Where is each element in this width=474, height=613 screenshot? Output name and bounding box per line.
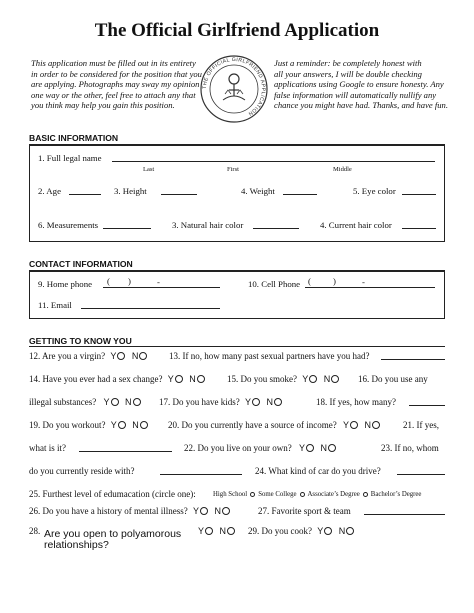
section-divider: [29, 346, 445, 347]
contact-info-heading: CONTACT INFORMATION: [29, 259, 133, 269]
yes-radio[interactable]: [118, 421, 126, 429]
intro-left-line: This application must be filled out in its entirety: [31, 58, 196, 68]
yes-label: Y: [245, 397, 252, 407]
full-name-label: 1. Full legal name: [38, 153, 102, 163]
yes-radio[interactable]: [252, 398, 260, 406]
home-phone-label: 9. Home phone: [38, 279, 92, 289]
weight-label: 4. Weight: [241, 186, 275, 196]
no-label: N: [132, 420, 139, 430]
question-14-label: 14. Have you ever had a sex change?: [29, 374, 163, 384]
option-bullet: [300, 492, 305, 497]
question-13-field[interactable]: [381, 350, 445, 360]
yes-label: Y: [110, 351, 117, 361]
current-hair-field[interactable]: [402, 219, 436, 229]
question-17-label: 17. Do you have kids?: [159, 397, 240, 407]
question-14: [29, 374, 206, 384]
measurements-label: 6. Measurements: [38, 220, 99, 230]
yes-radio[interactable]: [117, 352, 125, 360]
email-label: 11. Email: [38, 300, 72, 310]
no-radio[interactable]: [197, 375, 205, 383]
middle-name-caption: Middle: [333, 166, 352, 173]
yes-no-choice: [103, 397, 141, 407]
option-bullet: [363, 492, 368, 497]
no-radio[interactable]: [227, 527, 235, 535]
height-field[interactable]: [161, 185, 197, 195]
question-27-label: 27. Favorite sport & team: [258, 506, 351, 516]
education-option[interactable]: Bachelor’s Degree: [370, 491, 422, 498]
intro-right: [274, 58, 448, 111]
natural-hair-field[interactable]: [253, 219, 299, 229]
intro-left-line: in order to be considered for the position that you: [31, 68, 202, 79]
last-name-caption: Last: [143, 166, 155, 173]
question-16-label-continued: illegal substances?: [29, 397, 97, 407]
question-21-label-continued: what is it?: [29, 443, 66, 453]
question-20-label: 20. Do you currently have a source of income?: [168, 420, 337, 430]
getting-to-know-heading: GETTING TO KNOW YOU: [29, 336, 132, 346]
no-label: N: [323, 374, 331, 384]
yes-no-choice: [245, 397, 283, 407]
yes-no-choice: [110, 351, 148, 361]
no-radio[interactable]: [139, 352, 147, 360]
question-13-label: 13. If no, how many past sexual partners have you had?: [169, 351, 370, 361]
intro-right-line: applications using Google to ensure honesty. Any: [274, 79, 444, 90]
no-radio[interactable]: [372, 421, 380, 429]
question-15: [227, 374, 340, 384]
no-label: N: [320, 443, 328, 453]
yes-label: Y: [198, 526, 205, 536]
age-label: 2. Age: [38, 186, 61, 196]
question-21-label: 21. If yes,: [403, 420, 439, 430]
basic-info-heading: BASIC INFORMATION: [29, 133, 119, 143]
cell-phone-paren-open: (: [308, 276, 311, 286]
question-21-field[interactable]: [79, 442, 172, 452]
question-20: [168, 420, 381, 430]
question-24-field[interactable]: [397, 465, 445, 475]
eye-color-label: 5. Eye color: [353, 186, 396, 196]
yes-label: Y: [299, 443, 306, 453]
yes-no-choice: [317, 526, 355, 536]
no-radio[interactable]: [328, 444, 336, 452]
education-options: [213, 491, 421, 498]
home-phone-field[interactable]: [103, 278, 220, 288]
education-option[interactable]: High School: [213, 491, 248, 498]
question-28-text: [44, 529, 181, 551]
no-label: N: [131, 351, 139, 361]
no-radio[interactable]: [133, 398, 141, 406]
option-bullet: [250, 492, 255, 497]
intro-right-line: all your answers, I will be double checking: [274, 68, 422, 79]
cell-phone-paren-close: ): [333, 276, 336, 286]
home-phone-paren-open: (: [107, 276, 110, 286]
question-22: [184, 443, 337, 453]
eye-color-field[interactable]: [402, 185, 436, 195]
age-field[interactable]: [69, 185, 101, 195]
current-hair-label: 4. Current hair color: [320, 220, 392, 230]
no-radio[interactable]: [140, 421, 148, 429]
yes-no-choice: [111, 420, 149, 430]
question-23-label: 23. If no, whom: [381, 443, 439, 453]
question-18-field[interactable]: [409, 396, 445, 406]
question-12: [29, 351, 148, 361]
seal-text: THE OFFICIAL GIRLFRIEND APPLICATION: [201, 56, 267, 117]
yes-radio[interactable]: [350, 421, 358, 429]
question-28-text-line: Are you open to polyamorous: [44, 528, 182, 540]
yes-no-choice: [168, 374, 206, 384]
intro-right-line: false information will automatically nullify any: [274, 89, 437, 100]
question-12-label: 12. Are you a virgin?: [29, 351, 106, 361]
intro-left: [31, 58, 202, 111]
no-radio[interactable]: [274, 398, 282, 406]
page-title: The Official Girlfriend Application: [94, 20, 380, 41]
weight-field[interactable]: [283, 185, 317, 195]
yes-radio[interactable]: [200, 507, 208, 515]
question-28-choice: [198, 526, 236, 536]
no-label: N: [189, 374, 196, 384]
first-name-caption: First: [227, 166, 239, 173]
question-24-label: 24. What kind of car do you drive?: [255, 466, 381, 476]
no-label: N: [364, 420, 371, 430]
official-seal-icon: [199, 54, 269, 124]
question-18-label: 18. If yes, how many?: [316, 397, 396, 407]
no-label: N: [266, 397, 274, 407]
yes-radio[interactable]: [111, 398, 119, 406]
question-28-text-line: relationships?: [44, 539, 109, 551]
home-phone-paren-close: ): [128, 276, 131, 286]
yes-label: Y: [192, 506, 199, 516]
cell-phone-label: 10. Cell Phone: [248, 279, 301, 289]
no-label: N: [214, 506, 221, 516]
yes-radio[interactable]: [324, 527, 332, 535]
question-16-continued: [29, 397, 142, 407]
question-27-field[interactable]: [364, 505, 445, 515]
question-23-label-continued: do you currently reside with?: [29, 466, 135, 476]
question-26: [29, 506, 231, 516]
question-25-label: 25. Furthest level of edumacation (circle one):: [29, 489, 196, 499]
full-name-field[interactable]: [112, 152, 435, 162]
yes-radio[interactable]: [205, 527, 213, 535]
yes-label: Y: [167, 374, 174, 384]
no-radio[interactable]: [222, 507, 230, 515]
education-option[interactable]: Some College: [258, 491, 297, 498]
height-label: 3. Height: [114, 186, 147, 196]
question-15-label: 15. Do you smoke?: [227, 374, 297, 384]
measurements-field[interactable]: [103, 219, 151, 229]
yes-label: Y: [110, 420, 117, 430]
question-26-label: 26. Do you have a history of mental illness?: [29, 506, 188, 516]
natural-hair-label: 3. Natural hair color: [172, 220, 244, 230]
yes-no-choice: [193, 506, 231, 516]
yes-label: Y: [342, 420, 349, 430]
intro-left-line: are applying. Photographs may sway my opinion: [31, 79, 200, 90]
yes-no-choice: [302, 374, 340, 384]
yes-no-choice: [343, 420, 381, 430]
intro-right-line: Just a reminder: be completely honest with: [274, 58, 422, 68]
question-29-label: 29. Do you cook?: [248, 526, 312, 536]
yes-radio[interactable]: [306, 444, 314, 452]
yes-label: Y: [103, 397, 110, 407]
yes-label: Y: [317, 526, 324, 536]
question-19: [29, 420, 149, 430]
question-17: [159, 397, 283, 407]
cell-phone-dash: -: [362, 277, 365, 287]
no-radio[interactable]: [346, 527, 354, 535]
no-label: N: [125, 397, 132, 407]
no-label: N: [338, 526, 346, 536]
yes-radio[interactable]: [309, 375, 317, 383]
intro-right-line: chance you might have had. Thanks, and have fun.: [274, 100, 448, 111]
question-28-number: 28.: [29, 526, 41, 536]
question-29: [248, 526, 355, 536]
intro-left-line: one way or the other, feel free to attach any that: [31, 89, 196, 100]
question-19-label: 19. Do you workout?: [29, 420, 106, 430]
yes-no-choice: [299, 443, 337, 453]
question-23-field[interactable]: [160, 465, 242, 475]
cell-phone-field[interactable]: [305, 278, 435, 288]
education-option[interactable]: Associate’s Degree: [307, 491, 360, 498]
yes-label: Y: [302, 374, 309, 384]
no-label: N: [219, 526, 227, 536]
question-16-label: 16. Do you use any: [358, 374, 428, 384]
home-phone-dash: -: [157, 277, 160, 287]
intro-left-line: you think may help you gain this position.: [31, 100, 175, 111]
no-radio[interactable]: [331, 375, 339, 383]
email-field[interactable]: [81, 299, 220, 309]
yes-radio[interactable]: [175, 375, 183, 383]
question-22-label: 22. Do you live on your own?: [184, 443, 292, 453]
